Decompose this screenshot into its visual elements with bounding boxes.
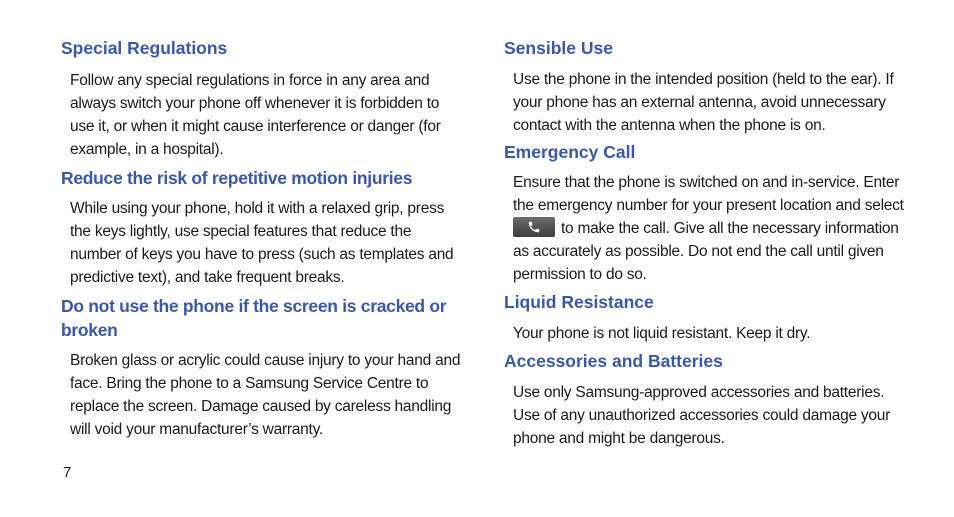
- liquid-resistance-body: Your phone is not liquid resistant. Keep it dry.: [513, 325, 811, 342]
- emergency-call-body-before: Ensure that the phone is switched on and in-service. Enter the emergency number for your present location and select: [513, 174, 904, 214]
- section-sensible-use: [504, 36, 909, 137]
- section-emergency-call: [504, 140, 909, 286]
- section-cracked-screen: [61, 294, 466, 441]
- cracked-screen-body: Broken glass or acrylic could cause injury to your hand and face. Bring the phone to a Samsung Service Centre to replace the screen. Damage caused by careless handling will void your manufacturer’s warranty.: [70, 352, 461, 438]
- emergency-call-body-after: to make the call. Give all the necessary information as accurately as possible. Do not end the call until given permission to do so.: [513, 220, 899, 283]
- special-regulations-body: Follow any special regulations in force in any area and always switch your phone off whenever it is forbidden to use it, or when it might cause interference or danger (for example, in a hospital).: [70, 72, 441, 158]
- left-column: [61, 36, 466, 441]
- accessories-batteries-heading: Accessories and Batteries: [504, 351, 723, 371]
- section-accessories-batteries: [504, 349, 909, 450]
- right-column: [504, 36, 909, 450]
- repetitive-motion-heading: Reduce the risk of repetitive motion injuries: [61, 168, 413, 188]
- sensible-use-heading: Sensible Use: [504, 38, 613, 58]
- emergency-call-heading: Emergency Call: [504, 142, 636, 162]
- phone-call-icon: [513, 217, 555, 237]
- section-liquid-resistance: [504, 290, 909, 345]
- liquid-resistance-heading: Liquid Resistance: [504, 292, 654, 312]
- section-repetitive-motion: [61, 166, 466, 289]
- accessories-batteries-body: Use only Samsung-approved accessories and batteries. Use of any unauthorized accessories could damage your phone and might be dangerous.: [513, 384, 891, 447]
- sensible-use-body: Use the phone in the intended position (held to the ear). If your phone has an external antenna, avoid unnecessary contact with the antenna when the phone is on.: [513, 71, 894, 134]
- cracked-screen-heading: Do not use the phone if the screen is cracked or broken: [61, 296, 447, 340]
- special-regulations-heading: Special Regulations: [61, 38, 228, 58]
- emergency-call-body: [504, 171, 909, 286]
- page-number: 7: [63, 464, 72, 481]
- repetitive-motion-body: While using your phone, hold it with a relaxed grip, press the keys lightly, use special features that reduce the number of keys you have to press (such as templates and predictive text), and take frequent breaks.: [70, 200, 454, 286]
- section-special-regulations: [61, 36, 466, 161]
